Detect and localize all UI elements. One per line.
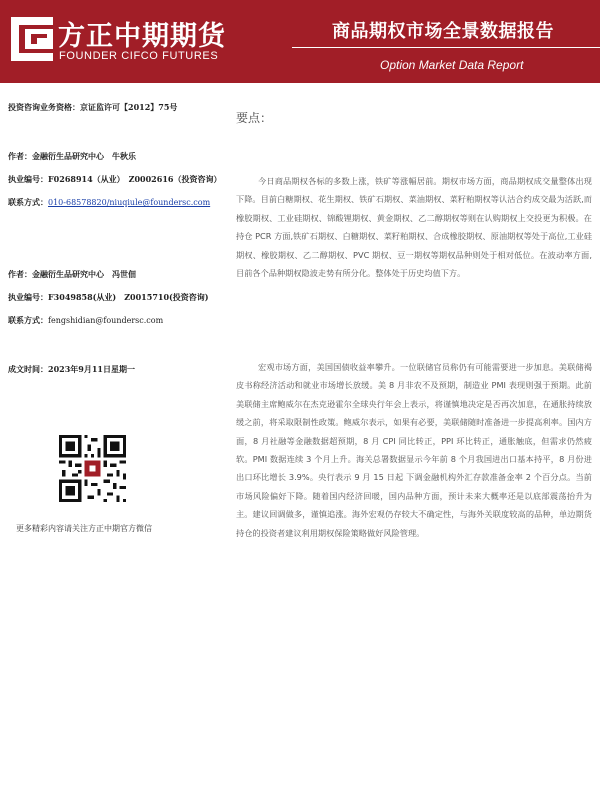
brand-name-cn: 方正中期期货	[58, 21, 226, 52]
report-subtitle: Option Market Data Report	[380, 58, 524, 72]
report-title: 商品期权市场全景数据报告	[332, 21, 554, 42]
author2-number-value: F3049858(从业) Z0015710(投资咨询)	[48, 292, 209, 302]
paragraph-market-overview: 今日商品期权各标的多数上涨，铁矿等涨幅居前。期权市场方面，商品期权成交量整体出现下降。目前白糖期权、花生期权、铁矿石期权、菜油期权、菜籽粕期权等认沽合约成交最为活跃,而橡胶期权、工业硅期权、锦酸锂期权、黄金期权、乙二醇期权等则在认购期权上交投更为积极。在持仓 PCR 方面,铁矿石期权、白糖期权、菜籽粕期权、合成橡胶期权、原油期权等处于高位,工业硅期权、橡胶期权、乙二醇期权、PVC 期权、豆一期权等期权品种则处于相对低位。在波动率方面,目前各个品种期权隐波走势有所分化。整体处于历史均值下方。	[236, 176, 592, 279]
brand-name-en: FOUNDER CIFCO FUTURES	[59, 50, 219, 62]
author1-number	[8, 174, 221, 185]
founder-logo-icon	[11, 17, 53, 61]
report-header	[0, 0, 600, 83]
author1-contact	[8, 197, 210, 208]
author2-number-label: 执业编号：	[8, 292, 48, 302]
author2-contact	[8, 315, 163, 326]
wechat-qr-code	[59, 435, 126, 502]
author1-number-label: 执业编号：	[8, 174, 48, 184]
author1-contact-label: 联系方式：	[8, 197, 48, 207]
author1-name: 作者：金融衍生品研究中心 牛秋乐	[8, 151, 136, 161]
author1-number-value: F0268914（从业） Z0002616（投资咨询）	[48, 174, 222, 184]
section-title-key-points: 要点：	[236, 111, 273, 125]
author2-email: fengshidian@foundersc.com	[48, 316, 164, 325]
paragraph-macro-outlook: 宏观市场方面，美国国债收益率攀升。一位联储官员称仍有可能需要进一步加息。美联储褐皮书称经济活动和就业市场增长放缓。美 8 月非农不及预期，制造业 PMI 表现则强于预期。此前美联储主席鲍威尔在杰克逊霍尔全球央行年会上表示，将谨慎地决定是否再次加息，在通胀持续放缓之前，将采取限制性政策。鲍威尔表示，如果有必要，美联储随时准备进一步提高利率。国内方面，8 月社融等金融数据超预期，8 月 CPI 同比转正，PPI 环比转正，通胀触底，但需求仍然疲软。PMI 数据连续 3 个月上升。海关总署数据显示今年前 8 个月我国进出口基本持平，8 月份进出口环比增长 3.9%。央行表示 9 月 15 日起 下调金融机构外汇存款准备金率 2 个百分点。当前市场风险偏好下降。随着国内经济回暖，国内品种方面，预计未来大概率还是以底部震荡抬升为主。建议回调做多，谨慎追涨。海外宏观仍存较大不确定性，与海外关联度较高的品种，单边期货持仓的投资者建议利用期权保险策略做好风险管理。	[236, 362, 592, 538]
publish-date: 成文时间：2023年9月11日星期一	[8, 364, 135, 374]
qr-caption: 更多精彩内容请关注方正中期官方微信	[16, 524, 152, 533]
header-divider	[292, 47, 600, 48]
author2-contact-label: 联系方式：	[8, 315, 48, 325]
author1-email-link[interactable]: 010-68578820/niuqiule@foundersc.com	[48, 198, 211, 207]
license-text: 投资咨询业务资格：京证监许可【2012】75号	[8, 102, 178, 112]
author2-name: 作者：金融衍生品研究中心 冯世佃	[8, 269, 136, 279]
author2-number	[8, 292, 209, 303]
